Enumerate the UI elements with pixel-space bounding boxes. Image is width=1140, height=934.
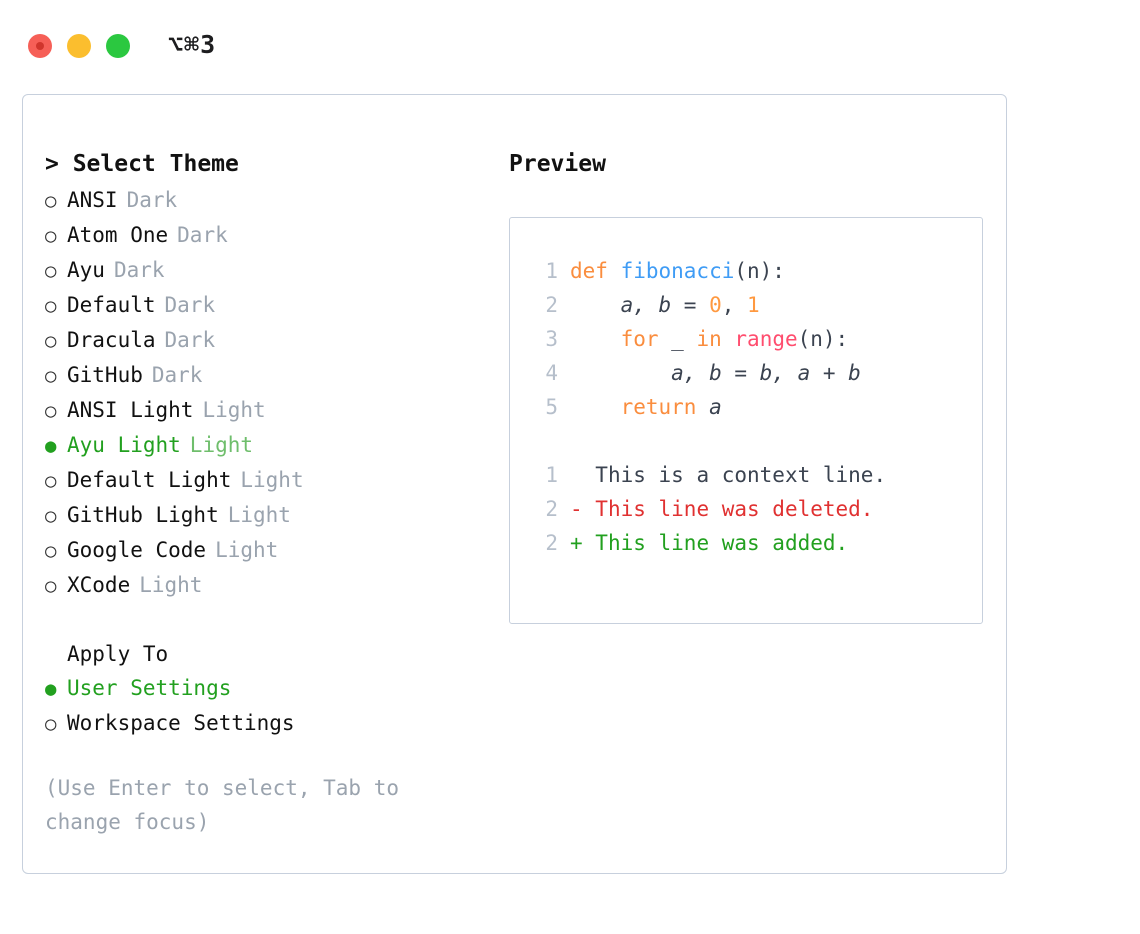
close-window-button[interactable] [28, 34, 52, 58]
code-token: a [696, 395, 722, 419]
code-token: for [620, 327, 659, 351]
theme-option-label: XCode [67, 573, 131, 597]
radio-icon: ○ [45, 505, 57, 527]
apply-to-option-label: User Settings [67, 676, 232, 700]
theme-option-default-light[interactable] [45, 463, 475, 498]
apply-to-option-workspace-settings[interactable] [45, 706, 475, 741]
zoom-window-button[interactable] [106, 34, 130, 58]
diff-line-added [510, 526, 982, 560]
apply-to-heading: Apply To [67, 642, 169, 666]
code-token: 0 [709, 293, 722, 317]
theme-option-kind: Dark [151, 363, 203, 387]
radio-icon: ○ [45, 225, 57, 247]
theme-option-label: Ayu [67, 258, 105, 282]
code-token [570, 390, 621, 424]
theme-option-ayu-light[interactable] [45, 428, 475, 463]
theme-option-default-dark[interactable] [45, 288, 475, 323]
diff-marker: - [570, 497, 583, 521]
theme-option-label: Google Code [67, 538, 207, 562]
theme-option-kind: Dark [126, 188, 178, 212]
diff-text: This line was added. [582, 531, 849, 555]
radio-icon: ○ [45, 575, 57, 597]
radio-icon: ○ [45, 713, 57, 735]
line-number: 4 [545, 361, 558, 385]
diff-line-deleted [510, 492, 982, 526]
theme-option-kind: Light [215, 538, 279, 562]
preview-heading: Preview [509, 151, 606, 177]
preview-box [509, 217, 983, 624]
radio-icon: ○ [45, 295, 57, 317]
theme-option-kind: Dark [164, 328, 216, 352]
theme-option-ansi-light[interactable] [45, 393, 475, 428]
code-token: return [620, 395, 697, 419]
theme-option-label: ANSI Light [67, 398, 194, 422]
theme-option-label: Ayu Light [67, 433, 181, 457]
keyboard-hint-text: (Use Enter to select, Tab to change focus) [45, 776, 400, 834]
theme-option-label: GitHub [67, 363, 143, 387]
code-token: a, b = [570, 293, 710, 317]
app-window [8, 8, 1132, 926]
diff-text: This is a context line. [582, 463, 887, 487]
code-token: a, b = b, a + b [570, 361, 861, 385]
preview-spacer [510, 424, 982, 458]
title-bar [8, 8, 1132, 84]
line-number: 3 [545, 327, 558, 351]
theme-list[interactable] [45, 183, 475, 603]
code-token: in [696, 327, 722, 351]
radio-icon: ○ [45, 365, 57, 387]
code-line [510, 356, 982, 390]
radio-icon: ○ [45, 400, 57, 422]
minimize-window-button[interactable] [67, 34, 91, 58]
code-token: 1 [747, 293, 760, 317]
apply-to-option-user-settings[interactable] [45, 671, 475, 706]
apply-to-option-label: Workspace Settings [67, 711, 295, 735]
theme-option-kind: Dark [113, 258, 165, 282]
radio-icon: ○ [45, 330, 57, 352]
theme-option-kind: Dark [164, 293, 216, 317]
theme-option-github-dark[interactable] [45, 358, 475, 393]
diff-marker: + [570, 531, 583, 555]
theme-option-kind: Light [189, 433, 254, 457]
radio-icon: ○ [45, 190, 57, 212]
radio-icon-selected: ● [45, 435, 57, 457]
theme-option-label: Atom One [67, 223, 169, 247]
code-token: (n): [797, 327, 849, 351]
theme-option-label: Default Light [67, 468, 232, 492]
theme-selection-column [45, 147, 475, 839]
apply-to-list[interactable] [45, 671, 475, 741]
theme-option-ayu-dark[interactable] [45, 253, 475, 288]
theme-option-xcode[interactable] [45, 568, 475, 603]
theme-option-atom-one-dark[interactable] [45, 218, 475, 253]
theme-picker-panel [22, 94, 1007, 874]
code-token: _ [658, 327, 697, 351]
diff-marker [570, 458, 583, 492]
code-line [510, 322, 982, 356]
code-line [510, 288, 982, 322]
line-number: 2 [545, 293, 558, 317]
line-number: 5 [545, 395, 558, 419]
radio-icon-selected: ● [45, 678, 57, 700]
theme-option-kind: Light [139, 573, 203, 597]
theme-option-google-code[interactable] [45, 533, 475, 568]
line-number: 1 [545, 463, 558, 487]
code-token: fibonacci [620, 259, 735, 283]
theme-option-label: GitHub Light [67, 503, 219, 527]
theme-option-label: ANSI [67, 188, 118, 212]
line-number: 2 [545, 531, 558, 555]
code-line [510, 254, 982, 288]
theme-option-kind: Light [202, 398, 266, 422]
code-token: range [734, 327, 798, 351]
theme-option-kind: Light [240, 468, 304, 492]
code-line [510, 390, 982, 424]
code-token [570, 322, 621, 356]
theme-option-github-light[interactable] [45, 498, 475, 533]
code-token: (n): [734, 259, 785, 283]
code-token: def [570, 259, 621, 283]
theme-option-kind: Light [227, 503, 291, 527]
theme-option-label: Default [67, 293, 156, 317]
line-number: 2 [545, 497, 558, 521]
line-number: 1 [545, 259, 558, 283]
select-theme-heading: > Select Theme [45, 151, 239, 177]
radio-icon: ○ [45, 260, 57, 282]
theme-option-label: Dracula [67, 328, 156, 352]
theme-option-dracula-dark[interactable] [45, 323, 475, 358]
preview-column [509, 147, 989, 624]
code-token: , [721, 293, 748, 317]
theme-option-ansi-dark[interactable] [45, 183, 475, 218]
window-title: ⌥⌘3 [168, 30, 217, 59]
diff-line-context [510, 458, 982, 492]
radio-icon: ○ [45, 470, 57, 492]
code-token [722, 322, 735, 356]
diff-text: This line was deleted. [582, 497, 874, 521]
traffic-lights [28, 34, 130, 58]
radio-icon: ○ [45, 540, 57, 562]
theme-option-kind: Dark [177, 223, 228, 247]
